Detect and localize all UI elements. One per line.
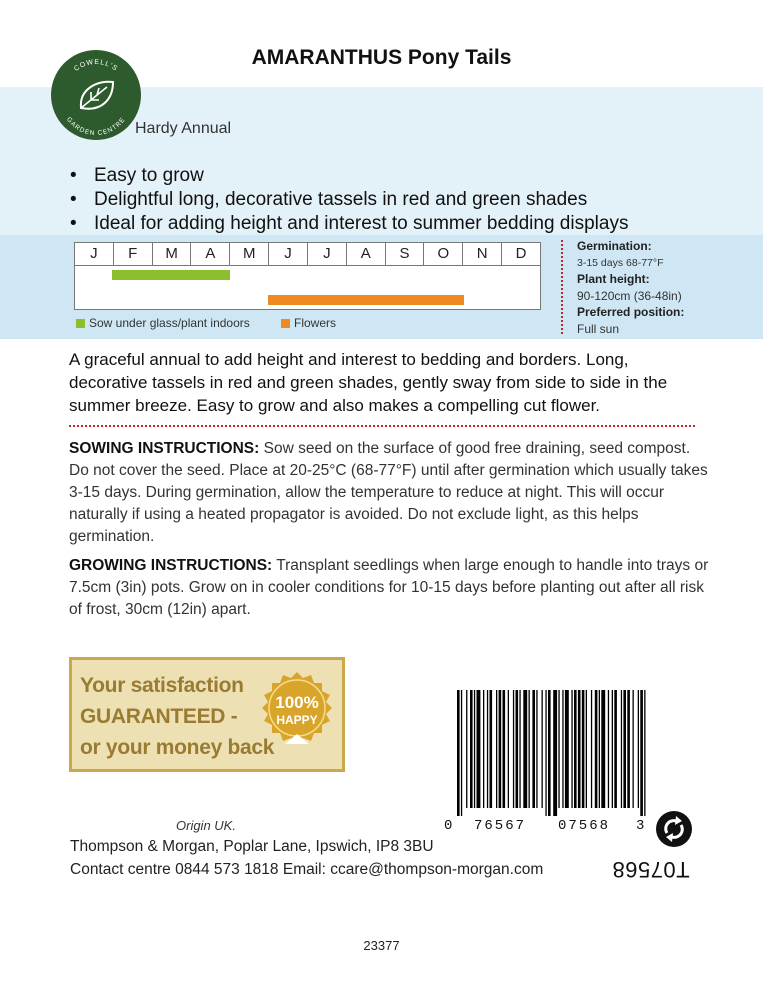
barcode-bar [582,690,585,808]
month-label: A [191,243,230,265]
barcode-bar [633,690,634,808]
barcode-bar [474,690,475,808]
logo-ring-bottom: GARDEN CENTRE [64,116,128,138]
month-label: J [308,243,347,265]
barcode-bar [516,690,519,808]
barcode-bar [466,690,467,808]
barcode-bar [612,690,613,808]
barcode-bar [519,690,520,808]
barcode-bar [487,690,488,808]
barcode-bar [608,690,609,808]
barcode-bar [565,690,569,808]
sowing-instructions [69,438,709,548]
barcode-bar [532,690,535,808]
barcode-bar [601,690,605,808]
barcode-bar [496,690,497,808]
barcode-digit: 3 [636,818,645,834]
height-value: 90-120cm (36-48in) [577,288,682,303]
legend-sow-label: Sow under glass/plant indoors [89,316,250,330]
month-header [75,243,540,266]
barcode-bar [545,690,546,816]
seal-percent: 100% [275,693,319,712]
month-label: F [114,243,153,265]
reference-number: 23377 [363,938,400,953]
sow-period-bar [112,270,230,280]
legend-flowers-label: Flowers [294,316,337,330]
barcode-bar [499,690,502,808]
barcode-bar [461,690,462,816]
germination-label: Germination: [577,239,652,253]
logo-ring-top: COWELL'S [72,58,120,73]
barcode-bar [548,690,551,816]
product-code: T07568 [612,857,690,882]
growing-info [577,238,684,337]
happy-seal-icon [257,670,337,750]
month-label: J [269,243,308,265]
svg-text:COWELL'S [73,59,119,73]
legend-sow-swatch [76,319,85,328]
barcode [457,690,647,816]
growing-text: Transplant seedlings when large enough to handle into trays or 7.5cm (3in) pots. Grow on in cooler conditions for 10-15 days before planting out after all risk of frost, 30cm (12in) apart. [69,557,709,618]
barcode-bar [503,690,506,808]
barcode-bar [553,690,557,816]
barcode-digits-right: 07568 [558,818,611,834]
company-address: Thompson & Morgan, Poplar Lane, Ipswich, IP8 3BU [70,838,434,855]
satisfaction-guarantee [69,657,345,772]
barcode-bar [640,690,643,816]
section-divider [69,425,695,427]
product-title: AMARANTHUS Pony Tails [251,46,512,69]
legend-flowers [281,316,336,330]
barcode-bar [614,690,617,808]
month-label: S [386,243,425,265]
feature-list [70,164,628,236]
garden-centre-logo [51,50,141,140]
month-label: A [347,243,386,265]
feature-item: • Easy to grow [70,164,628,188]
barcode-bar [490,690,493,808]
feature-item: • Delightful long, decorative tassels in red and green shades [70,188,628,212]
position-value: Full sun [577,321,620,336]
month-label: J [75,243,114,265]
barcode-bar [558,690,559,808]
month-label: M [153,243,192,265]
growing-instructions [69,555,709,621]
leaf-icon [51,50,141,140]
barcode-bar [586,690,587,808]
barcode-bar [644,690,645,816]
barcode-digit: 0 [444,818,453,834]
height-label: Plant height: [577,272,650,286]
feature-item: • Ideal for adding height and interest to summer bedding displays [70,212,628,236]
barcode-bar [591,690,592,808]
barcode-bar [595,690,598,808]
barcode-bar [483,690,484,808]
barcode-bar [638,690,639,808]
germination-value: 3-15 days 68-77°F [577,256,664,269]
growing-heading: GROWING INSTRUCTIONS: [69,557,273,574]
barcode-bar [536,690,537,808]
month-label: M [230,243,269,265]
info-divider [561,240,563,334]
barcode-bar [562,690,563,808]
barcode-bar [457,690,460,816]
position-label: Preferred position: [577,305,685,319]
sowing-heading: SOWING INSTRUCTIONS: [69,440,260,457]
barcode-bar [508,690,509,808]
product-description: A graceful annual to add height and interest to bedding and borders. Long, decorative tassels in red and green shades, gently sway from side to side in the summer breeze. Easy to grow and also makes a compelling cut flower. [69,350,668,415]
barcode-bar [578,690,581,808]
guarantee-line: or your money back [80,736,275,759]
barcode-bar [571,690,572,808]
sowing-text: Sow seed on the surface of good free draining, seed compost. Do not cover the seed. Place at 20-25°C (68-77°F) until after germination which usually takes 3-15 days. During germination, allow the temperature to reduce at night. This will occur naturally if using a heated propagator is avoided. Do not exclude light, as this helps germination. [69,440,708,545]
barcode-bar [529,690,530,808]
barcode-bar [621,690,622,808]
legend-sow [76,316,250,330]
barcode-bar [542,690,543,808]
barcode-bar [627,690,630,808]
contact-details: Contact centre 0844 573 1818 Email: ccare@thompson-morgan.com [70,861,544,878]
month-label: O [424,243,463,265]
barcode-bar [513,690,514,808]
seal-word: HAPPY [276,713,318,727]
barcode-bar [477,690,481,808]
barcode-bar [599,690,600,808]
barcode-digits-left: 76567 [474,818,527,834]
legend-flowers-swatch [281,319,290,328]
sowing-calendar [74,242,541,310]
origin-label: Origin UK. [176,818,236,833]
svg-text:GARDEN CENTRE [65,116,127,137]
barcode-bar [623,690,626,808]
barcode-bar [523,690,527,808]
barcode-bar [470,690,473,808]
guarantee-line: Your satisfaction [80,674,244,697]
guarantee-text [80,670,274,763]
recycle-icon [656,811,692,847]
flower-period-bar [268,295,464,305]
month-label: D [515,245,527,262]
guarantee-line: GUARANTEED - [80,705,238,728]
plant-type: Hardy Annual [135,120,232,137]
month-label: N [463,243,502,265]
barcode-bar [574,690,577,808]
